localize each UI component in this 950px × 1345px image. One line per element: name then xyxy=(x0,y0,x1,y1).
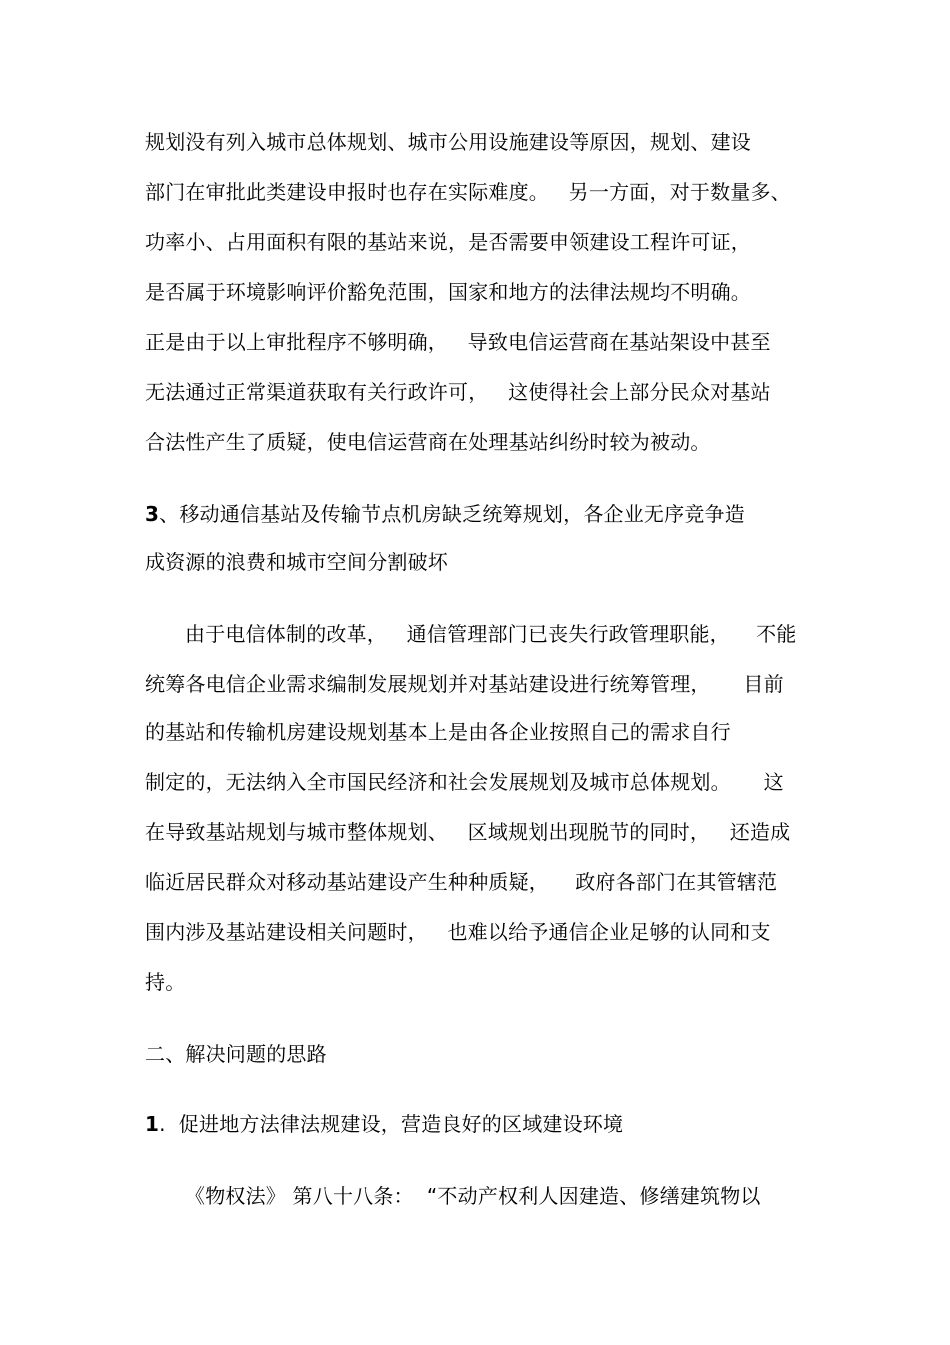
paragraph-line: 合法性产生了质疑，使电信运营商在处理基站纠纷时较为被动。 xyxy=(145,430,711,454)
paragraph-line: 在导致基站规划与城市整体规划、 区域规划出现脱节的同时， 还造成 xyxy=(145,820,791,844)
paragraph-line: 持。 xyxy=(145,970,186,994)
subsection-heading-1 xyxy=(145,1112,623,1136)
paragraph-line: 临近居民群众对移动基站建设产生种种质疑， 政府各部门在其管辖范 xyxy=(145,870,778,894)
paragraph-line: 正是由于以上审批程序不够明确， 导致电信运营商在基站架设中甚至 xyxy=(145,330,771,354)
paragraph-line: 围内涉及基站建设相关问题时， 也难以给予通信企业足够的认同和支 xyxy=(145,920,771,944)
heading-number: 3 xyxy=(145,502,160,526)
paragraph-line: 统筹各电信企业需求编制发展规划并对基站建设进行统筹管理， 目前 xyxy=(145,672,784,696)
paragraph-line: 是否属于环境影响评价豁免范围，国家和地方的法律法规均不明确。 xyxy=(145,280,751,304)
paragraph-line: 的基站和传输机房建设规划基本上是由各企业按照自己的需求自行 xyxy=(145,720,731,744)
section-heading-3 xyxy=(145,502,745,526)
heading-text: 、移动通信基站及传输节点机房缺乏统筹规划，各企业无序竞争造 xyxy=(159,502,745,526)
paragraph-line: 由于电信体制的改革， 通信管理部门已丧失行政管理职能， 不能 xyxy=(185,622,797,646)
paragraph-line: 功率小、占用面积有限的基站来说，是否需要申领建设工程许可证， xyxy=(145,230,751,254)
paragraph-line: 部门在审批此类建设申报时也存在实际难度。 另一方面，对于数量多、 xyxy=(145,180,791,204)
paragraph-line: 无法通过正常渠道获取有关行政许可， 这使得社会上部分民众对基站 xyxy=(145,380,771,404)
section-heading-2: 二、解决问题的思路 xyxy=(145,1042,327,1066)
section-heading-3-continued: 成资源的浪费和城市空间分割破坏 xyxy=(145,550,448,574)
paragraph-line: 制定的，无法纳入全市国民经济和社会发展规划及城市总体规划。 这 xyxy=(145,770,784,794)
subsection-text: . 促进地方法律法规建设，营造良好的区域建设环境 xyxy=(159,1112,624,1136)
paragraph-line: 《物权法》 第八十八条： “不动产权利人因建造、修缮建筑物以 xyxy=(185,1184,761,1208)
subsection-number: 1 xyxy=(145,1112,160,1136)
paragraph-line: 规划没有列入城市总体规划、城市公用设施建设等原因，规划、建设 xyxy=(145,130,751,154)
